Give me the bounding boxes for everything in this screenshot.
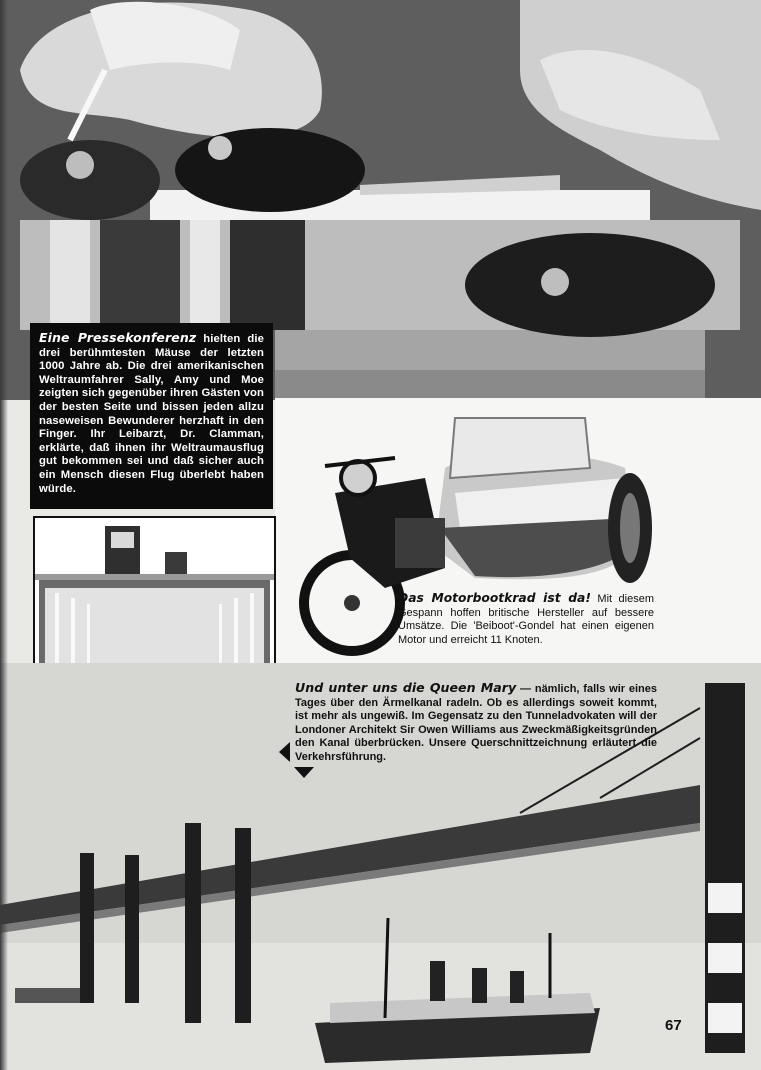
arrow-left-icon [279,742,290,762]
page-number: 67 [665,1017,682,1034]
mice-caption-lead: Eine Pressekonferenz [39,330,197,345]
bridge-caption-lead: Und unter uns die Queen Mary [295,680,517,695]
bridge-caption [295,681,657,765]
motorcycle-caption-lead: Das Motorbootkrad ist da! [398,591,591,605]
motorcycle-caption-text: Mit diesem Gespann hoffen britische Hersteller auf bessere Umsätze. Die 'Beiboot'-Gondel hat einen eigenen Motor und erreicht 11 Knoten. [398,593,654,646]
bridge-caption-text: — nämlich, falls wir eines Tages über den Ärmelkanal radeln. Ob es allerdings soweit kommt, ist mehr als ungewiß. Im Gegensatz zu den Tunneladvokaten will der Londoner Architekt Sir Owen Williams aus Zweckmäßigkeitsgründen den Kanal überbrücken. Unsere Querschnittzeichnung erläutert die Verkehrsführung. [295,683,657,763]
page-spine-shadow [0,0,8,1070]
mice-caption [30,323,273,509]
motorcycle-caption [398,592,654,647]
arrow-down-icon [294,767,314,778]
mice-caption-text: hielten die drei berühmtesten Mäuse der letzten 1000 Jahre ab. Die drei amerikanischen Weltraumfahrer Sally, Amy und Moe zeigten sich gegenüber ihren Gästen von der besten Seite und bissen jeden allzu naseweisen Bewunderer herzhaft in den Finger. Ihr Leibarzt, Dr. Clamman, erklärte, daß ihnen ihr Weltraumausflug gut bekommen sei und daß sicher auch ein Mensch diesen Flug überlebt haben würde. [39,333,264,495]
